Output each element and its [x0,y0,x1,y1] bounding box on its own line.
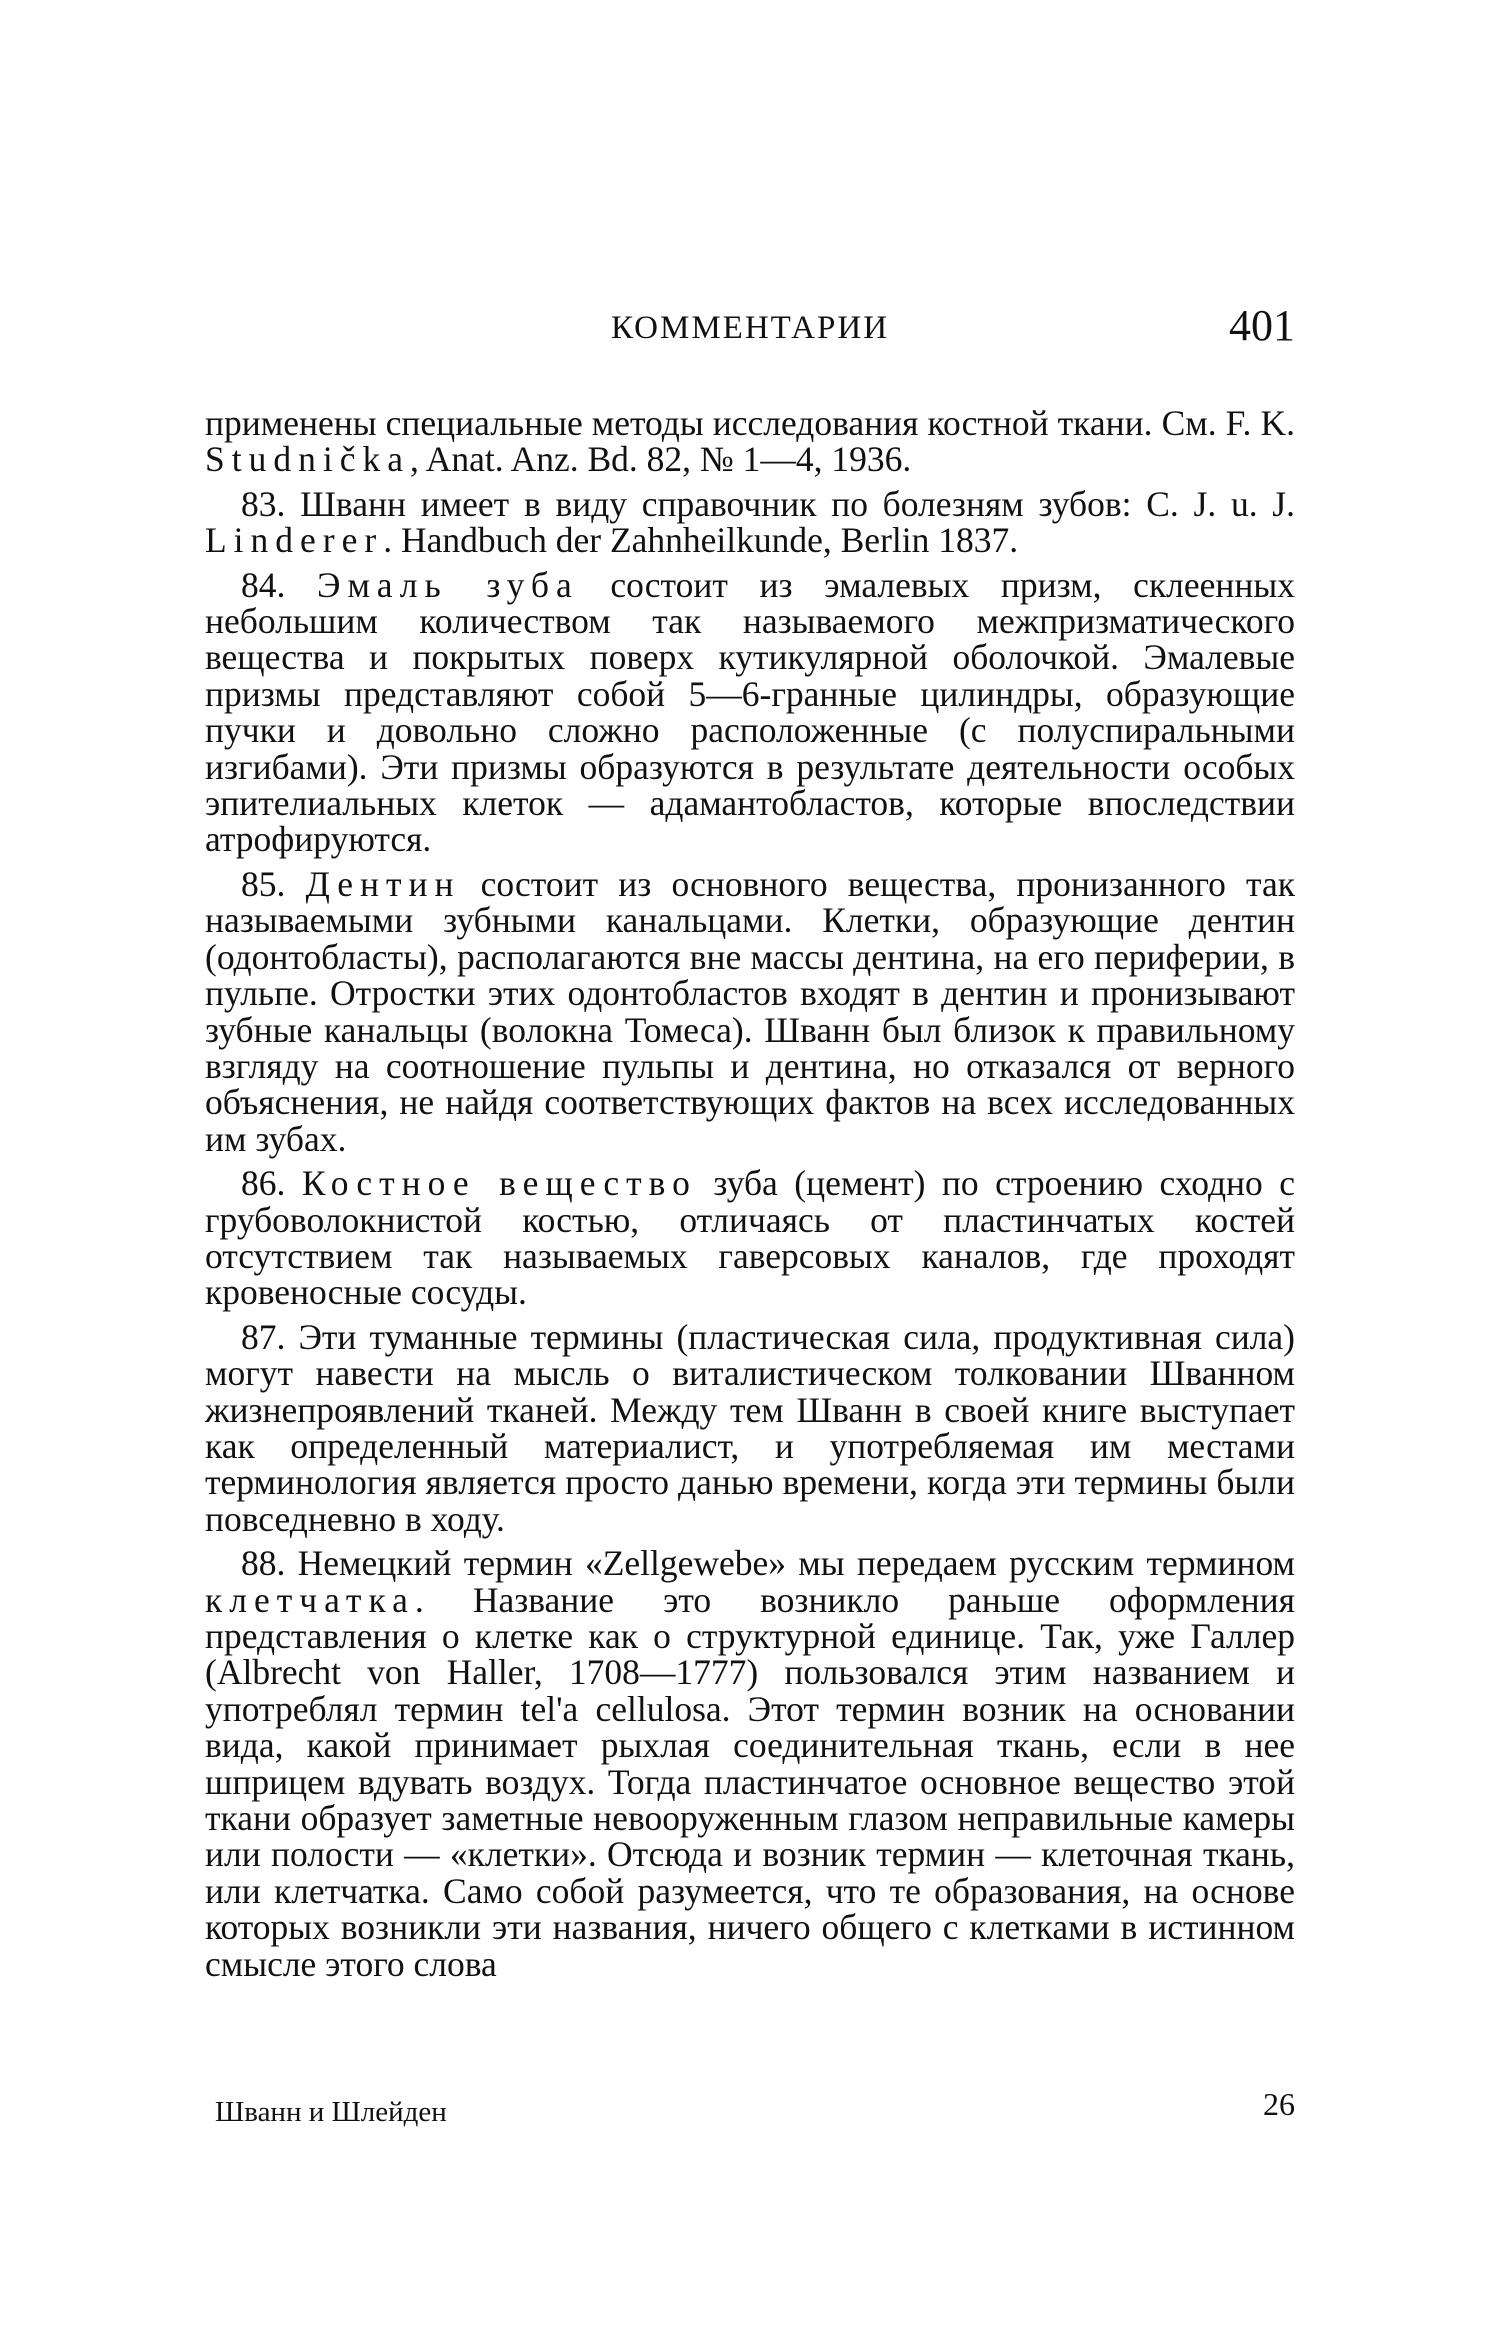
commentary-text [205,405,1295,1990]
signature-mark: 26 [1263,2086,1295,2122]
continued-paragraph: применены специальные методы исследования костной ткани. См. F. K. Studnička, Anat. Anz. Bd. 82, № 1—4, 1936. [205,403,1295,480]
term-highlight: Дентин [305,863,461,904]
term-highlight: Эмаль зуба [317,564,579,605]
note-85: 85. Дентин состоит из основного вещества, пронизанного так называемыми зубными канальцами. Клетки, образующие дентин (одонтобласты), располагаются вне массы дентина, на его периферии, в пульпе. Отростки этих одонтобластов входят в дентин и пронизывают зубные канальцы (волокна Томеса). Шванн был близок к правильному взгляду на соотношение пульпы и дентина, но отказался от верного объяснения, не найдя соответствующих фактов на всех исследованных им зубах. [205,863,1296,1159]
note-87: 87. Эти туманные термины (пластическая сила, продуктивная сила) могут навести на мысль о виталистическом толковании Шванном жизнепроявлений тканей. Между тем Шванн в своей книге выступает как определенный материалист, и употребляемая им местами терминология является просто данью времени, когда эти термины были повседневно в ходу. [205,1316,1295,1539]
header-title: КОММЕНТАРИИ [610,310,890,346]
running-header [205,300,1295,360]
term-highlight: клетчатка [205,1579,415,1620]
note-83: 83. Шванн имеет в виду справочник по болезням зубов: C. J. u. J. Linderer. Handbuch der Zahnheilkunde, Berlin 1837. [205,483,1295,561]
page-footer [215,2086,1295,2136]
author-name: Studnička [205,439,410,480]
author-name: Linderer [205,520,384,561]
note-88: 88. Немецкий термин «Zellgewebe» мы передаем русским термином клетчатка. Название это возникло раньше оформления представления о клетке как о структурной единице. Так, уже Галлер (Albrecht von Haller, 1708—1777) пользовался этим названием и употреблял термин tel'a cellulosa. Этот термин возник на основании вида, какой принимает рыхлая соединительная ткань, если в нее шприцем вдувать воздух. Тогда пластинчатое основное вещество этой ткани образует заметные невооруженным глазом неправильные камеры или полости — «клетки». Отсюда и возник термин — клеточная ткань, или клетчатка. Само собой разумеется, что те образования, на основе которых возникли эти названия, ничего общего с клетками в истинном смысле этого слова [205,1543,1295,1984]
term-highlight: Костное вещество [301,1163,697,1204]
footer-book-title: Шванн и Шлейден [215,2096,447,2128]
note-84: 84. Эмаль зуба состоит из эмалевых призм, склеенных небольшим количеством так называемого межпризматического вещества и покрытых поверх кутикулярной оболочкой. Эмалевые призмы представляют собой 5—6-гранные цилиндры, образующие пучки и довольно сложно расположенные (с полуспиральными изгибами). Эти призмы образуются в результате деятельности особых эпителиальных клеток — адамантобластов, которые впоследствии атрофируются. [205,564,1296,860]
note-86: 86. Костное вещество зуба (цемент) по строению сходно с грубоволокнистой костью, отличаясь от пластинчатых костей отсутствием так называемых гаверсовых каналов, где проходят кровеносные сосуды. [205,1163,1295,1313]
page-number: 401 [1229,301,1295,350]
